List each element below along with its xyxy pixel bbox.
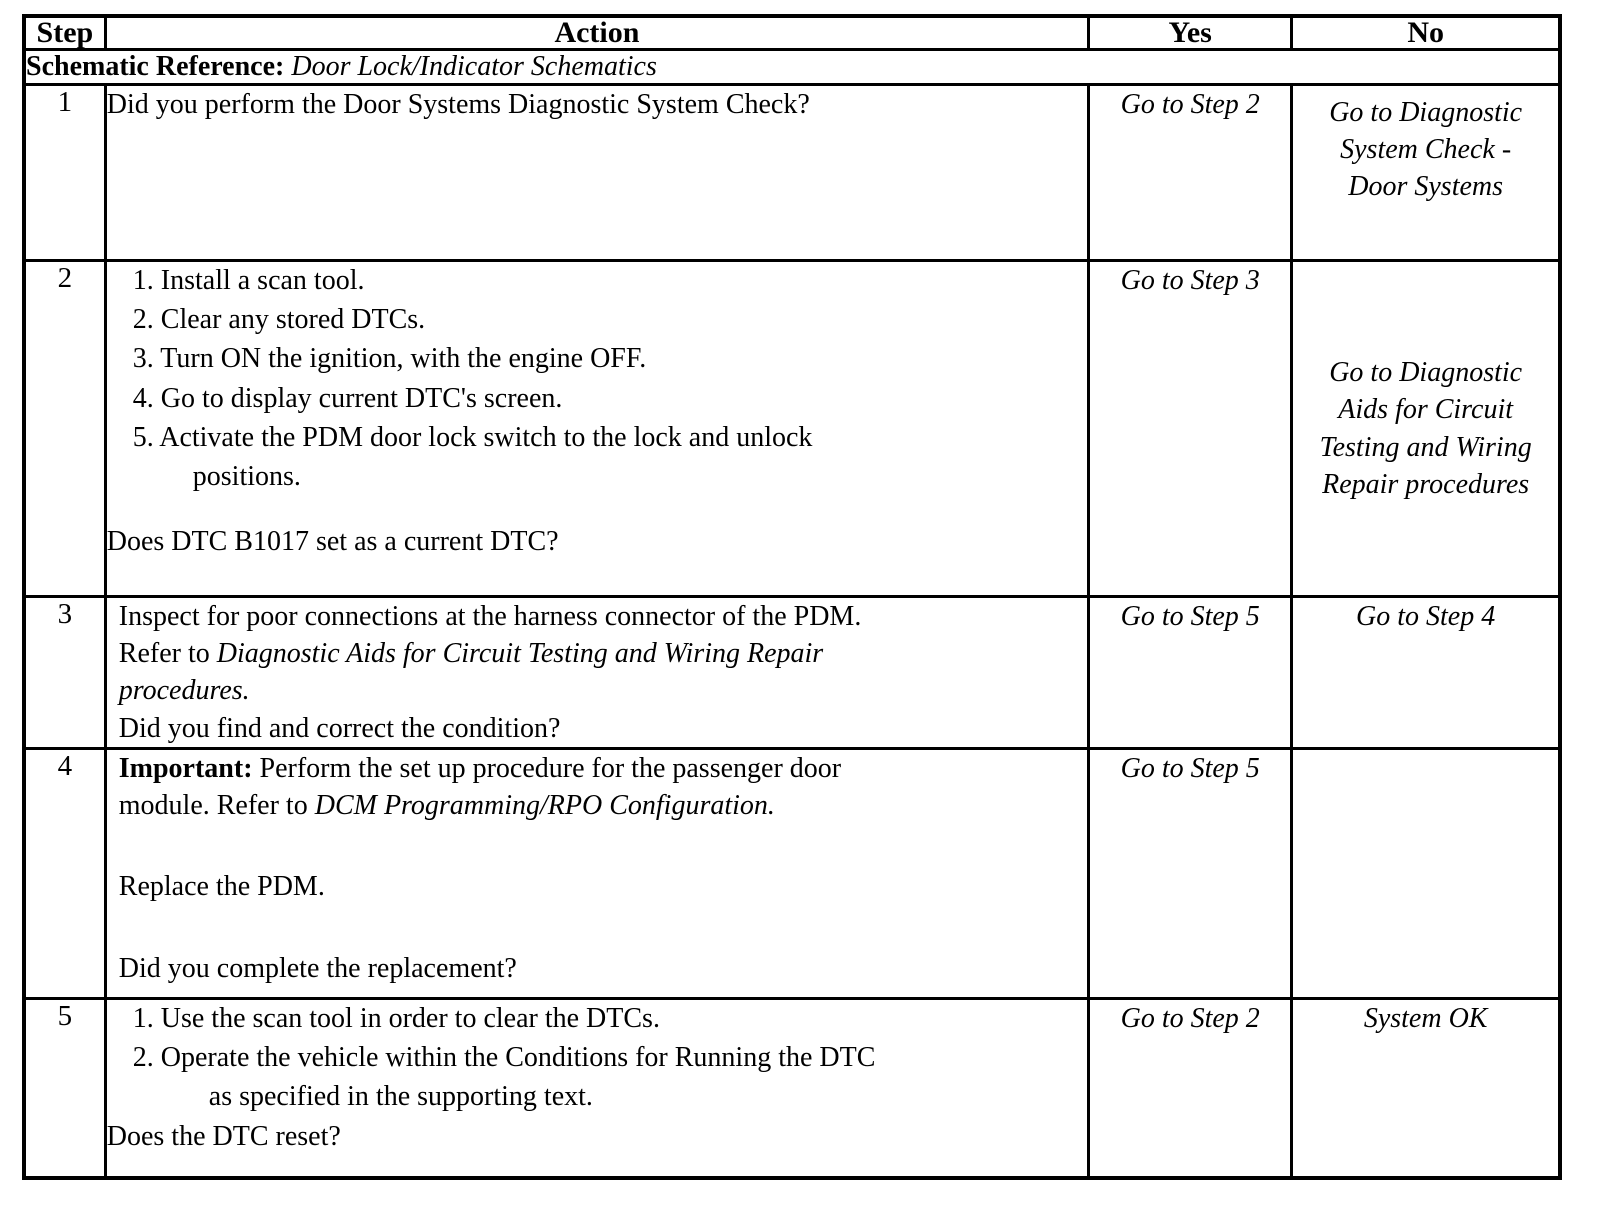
action-question: Did you perform the Door Systems Diagnostic System Check? (106, 89, 810, 120)
important-text: Perform the set up procedure for the passenger door (252, 752, 842, 784)
action-question: Does DTC B1017 set as a current DTC? (106, 526, 559, 558)
action-list-item-continuation: positions. (192, 461, 301, 493)
yes-result: Go to Step 5 (1089, 597, 1292, 749)
action-step-list (107, 1000, 1087, 1116)
action-list-item: 1. Use the scan tool in order to clear the DTCs. (132, 1002, 660, 1034)
action-question: Does the DTC reset? (106, 1120, 341, 1152)
schematic-reference-label: Schematic Reference: (26, 51, 285, 82)
action-list-item: 3. Turn ON the ignition, with the engine OFF. (132, 343, 647, 375)
no-result-line: Testing and Wiring (1319, 431, 1532, 463)
no-result: System OK (1292, 998, 1560, 1178)
spacer (119, 906, 1087, 950)
action-line (119, 635, 1087, 672)
yes-result: Go to Step 5 (1089, 748, 1292, 998)
action-cell (105, 998, 1088, 1178)
no-result-line: Repair procedures (1322, 468, 1530, 500)
action-line-reference: Diagnostic Aids for Circuit Testing and Wiring Repair (216, 638, 824, 670)
no-result (1292, 261, 1560, 597)
table-row (24, 597, 1560, 749)
diagnostic-table (22, 14, 1562, 1180)
yes-result: Go to Step 2 (1089, 85, 1292, 261)
action-list-item: 1. Install a scan tool. (132, 265, 365, 296)
table-row (24, 85, 1560, 261)
action-line-plain: Refer to (118, 638, 217, 670)
no-result: Go to Step 4 (1292, 597, 1560, 749)
action-list-item: 4. Go to display current DTC's screen. (132, 382, 563, 414)
table-row (24, 748, 1560, 998)
action-line: Inspect for poor connections at the harness connector of the PDM. (118, 601, 862, 632)
no-result (1292, 748, 1560, 998)
step-number: 4 (24, 748, 105, 998)
action-list-item: 5. Activate the PDM door lock switch to the lock and unlock (132, 421, 813, 453)
important-label: Important: (118, 752, 253, 784)
action-line-plain: module. Refer to (118, 790, 315, 822)
spacer (107, 497, 1087, 523)
action-line: Replace the PDM. (118, 871, 325, 903)
table-body (24, 50, 1560, 1179)
action-line-reference-cont: procedures. (118, 675, 250, 707)
column-header-no: No (1292, 16, 1560, 50)
step-number: 5 (24, 998, 105, 1178)
table-header (24, 16, 1560, 50)
action-question: Did you complete the replacement? (118, 952, 517, 984)
column-header-action: Action (105, 16, 1088, 50)
step-number: 2 (24, 261, 105, 597)
no-result-line: Go to Diagnostic (1329, 357, 1523, 389)
action-question: Did you find and correct the condition? (118, 712, 561, 744)
table-row (24, 261, 1560, 597)
action-line-reference: DCM Programming/RPO Configuration. (314, 790, 775, 822)
action-cell (105, 85, 1088, 261)
header-row (24, 16, 1560, 50)
no-result-line: System Check - (1340, 134, 1512, 166)
no-result-line: Go to Diagnostic (1329, 97, 1523, 128)
column-header-yes: Yes (1089, 16, 1292, 50)
yes-result: Go to Step 2 (1089, 998, 1292, 1178)
spacer (119, 824, 1087, 868)
column-header-step: Step (24, 16, 105, 50)
schematic-reference-value: Door Lock/Indicator Schematics (291, 51, 657, 82)
action-list-item: 2. Clear any stored DTCs. (132, 304, 426, 336)
action-cell (105, 748, 1088, 998)
no-result-line: Aids for Circuit (1338, 394, 1514, 426)
action-list-item-continuation: as specified in the supporting text. (208, 1081, 593, 1113)
schematic-reference-row (24, 50, 1560, 85)
action-cell (105, 597, 1088, 749)
no-result (1292, 85, 1560, 261)
step-number: 1 (24, 85, 105, 261)
yes-result: Go to Step 3 (1089, 261, 1292, 597)
step-number: 3 (24, 597, 105, 749)
table-row (24, 998, 1560, 1178)
action-important-line (119, 750, 1087, 787)
action-line (119, 787, 1087, 824)
action-cell (105, 261, 1088, 597)
no-result-line: Door Systems (1348, 171, 1504, 203)
action-step-list (107, 262, 1087, 495)
schematic-reference-cell (24, 50, 1560, 85)
action-list-item: 2. Operate the vehicle within the Conditions for Running the DTC (132, 1042, 876, 1074)
